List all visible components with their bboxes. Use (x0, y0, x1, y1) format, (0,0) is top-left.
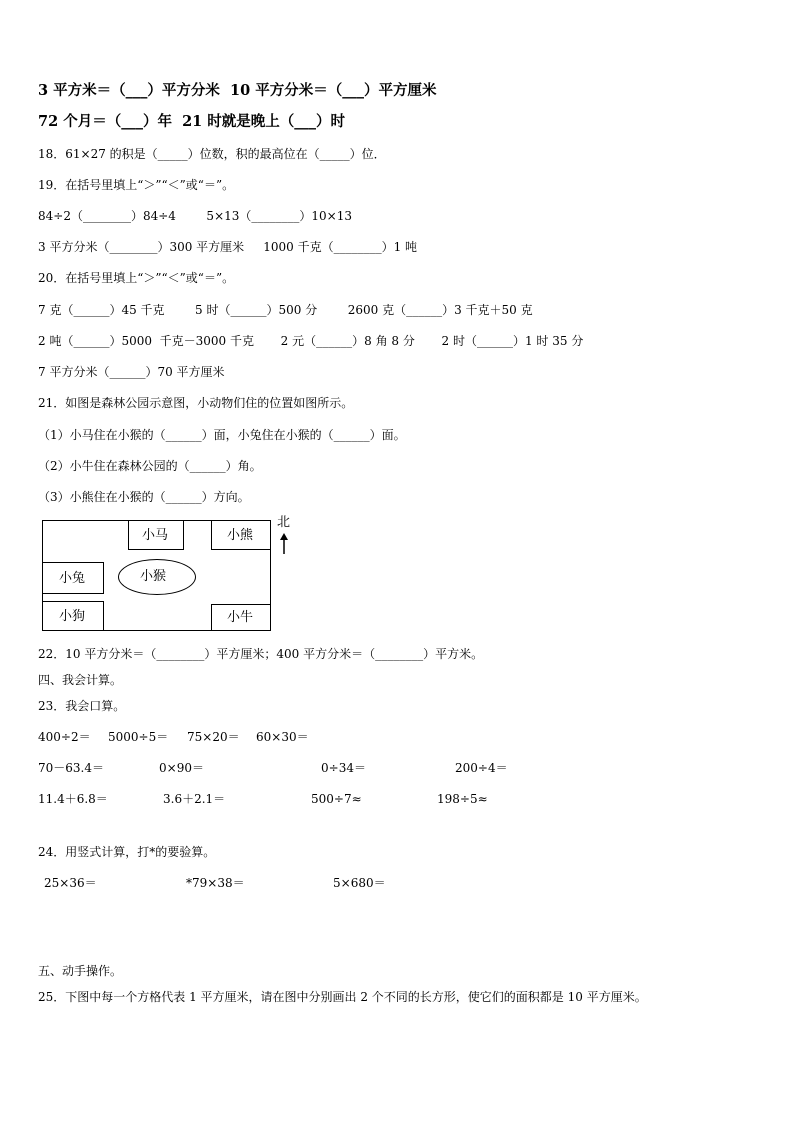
calc-item: 60×30＝ (256, 730, 309, 744)
question-21-part-2: （2）小牛住在森林公园的（______）角。 (38, 459, 262, 473)
question-19-row-1: 84÷2（________）84÷4 5×13（________）10×13 (38, 209, 352, 223)
calc-item: 3.6＋2.1＝ (163, 792, 226, 806)
map-label-horse: 小马 (142, 528, 169, 543)
question-22: 22．10 平方分米＝（________）平方厘米；400 平方分米＝（________）平方米。 (38, 647, 484, 661)
section-4-heading: 四、我会计算。 (38, 673, 123, 687)
map-cell-dog (42, 601, 104, 631)
question-20-row-3: 7 平方分米（______）70 平方厘米 (38, 365, 225, 379)
question-19-row-2: 3 平方分米（________）300 平方厘米 1000 千克（________）1 吨 (38, 240, 418, 254)
map-label-monkey: 小猴 (140, 569, 167, 584)
map-label-cow: 小牛 (227, 610, 254, 625)
question-21: 21．如图是森林公园示意图，小动物们住的位置如图所示。 (38, 396, 354, 410)
map-label-dog: 小狗 (59, 609, 86, 624)
question-23: 23．我会口算。 (38, 699, 126, 713)
fill-blank-month-time: 72 个月＝（___）年 21 时就是晚上（___）时 (38, 113, 346, 130)
question-20-row-1: 7 克（______）45 千克 5 时（______）500 分 2600 克（______）3 千克＋50 克 (38, 303, 533, 317)
calc-item: 400÷2＝ (38, 730, 91, 744)
question-21-part-3: （3）小熊住在小猴的（______）方向。 (38, 490, 250, 504)
question-18: 18．61×27 的积是（_____）位数，积的最高位在（_____）位． (38, 147, 386, 161)
map-cell-rabbit (42, 562, 104, 594)
map-label-rabbit: 小兔 (59, 571, 86, 586)
calc-item: 0×90＝ (159, 761, 204, 775)
question-19: 19．在括号里填上“＞”“＜”或“＝”。 (38, 178, 235, 192)
calc-item: 75×20＝ (187, 730, 240, 744)
vertical-calc-item: 25×36＝ (44, 876, 97, 890)
map-label-bear: 小熊 (227, 528, 254, 543)
section-5-heading: 五、动手操作。 (38, 964, 123, 978)
vertical-calc-item: 5×680＝ (333, 876, 386, 890)
calc-item: 70－63.4＝ (38, 761, 104, 775)
north-arrow-icon (278, 533, 290, 555)
vertical-calc-item: *79×38＝ (186, 876, 245, 890)
calc-item: 5000÷5＝ (108, 730, 169, 744)
question-20: 20．在括号里填上“＞”“＜”或“＝”。 (38, 271, 235, 285)
calc-item: 0÷34＝ (321, 761, 366, 775)
north-label: 北 (277, 515, 291, 530)
map-cell-bear (211, 520, 271, 550)
calc-item: 198÷5≈ (437, 792, 488, 806)
question-24: 24．用竖式计算，打*的要验算。 (38, 845, 216, 859)
map-cell-horse (128, 520, 184, 550)
calc-item: 11.4＋6.8＝ (38, 792, 108, 806)
map-cell-monkey (118, 559, 196, 595)
calc-item: 500÷7≈ (311, 792, 362, 806)
fill-blank-area-conversion: 3 平方米＝（___）平方分米 10 平方分米＝（___）平方厘米 (38, 82, 437, 99)
question-20-row-2: 2 吨（______）5000 千克－3000 千克 2 元（______）8 角 8 分 2 时（______）1 时 35 分 (38, 334, 584, 348)
map-cell-cow (211, 604, 271, 631)
question-21-part-1: （1）小马住在小猴的（______）面，小兔住在小猴的（______）面。 (38, 428, 406, 442)
calc-item: 200÷4＝ (455, 761, 508, 775)
question-25: 25．下图中每一个方格代表 1 平方厘米，请在图中分别画出 2 个不同的长方形，使它们的面积都是 10 平方厘米。 (38, 990, 647, 1004)
